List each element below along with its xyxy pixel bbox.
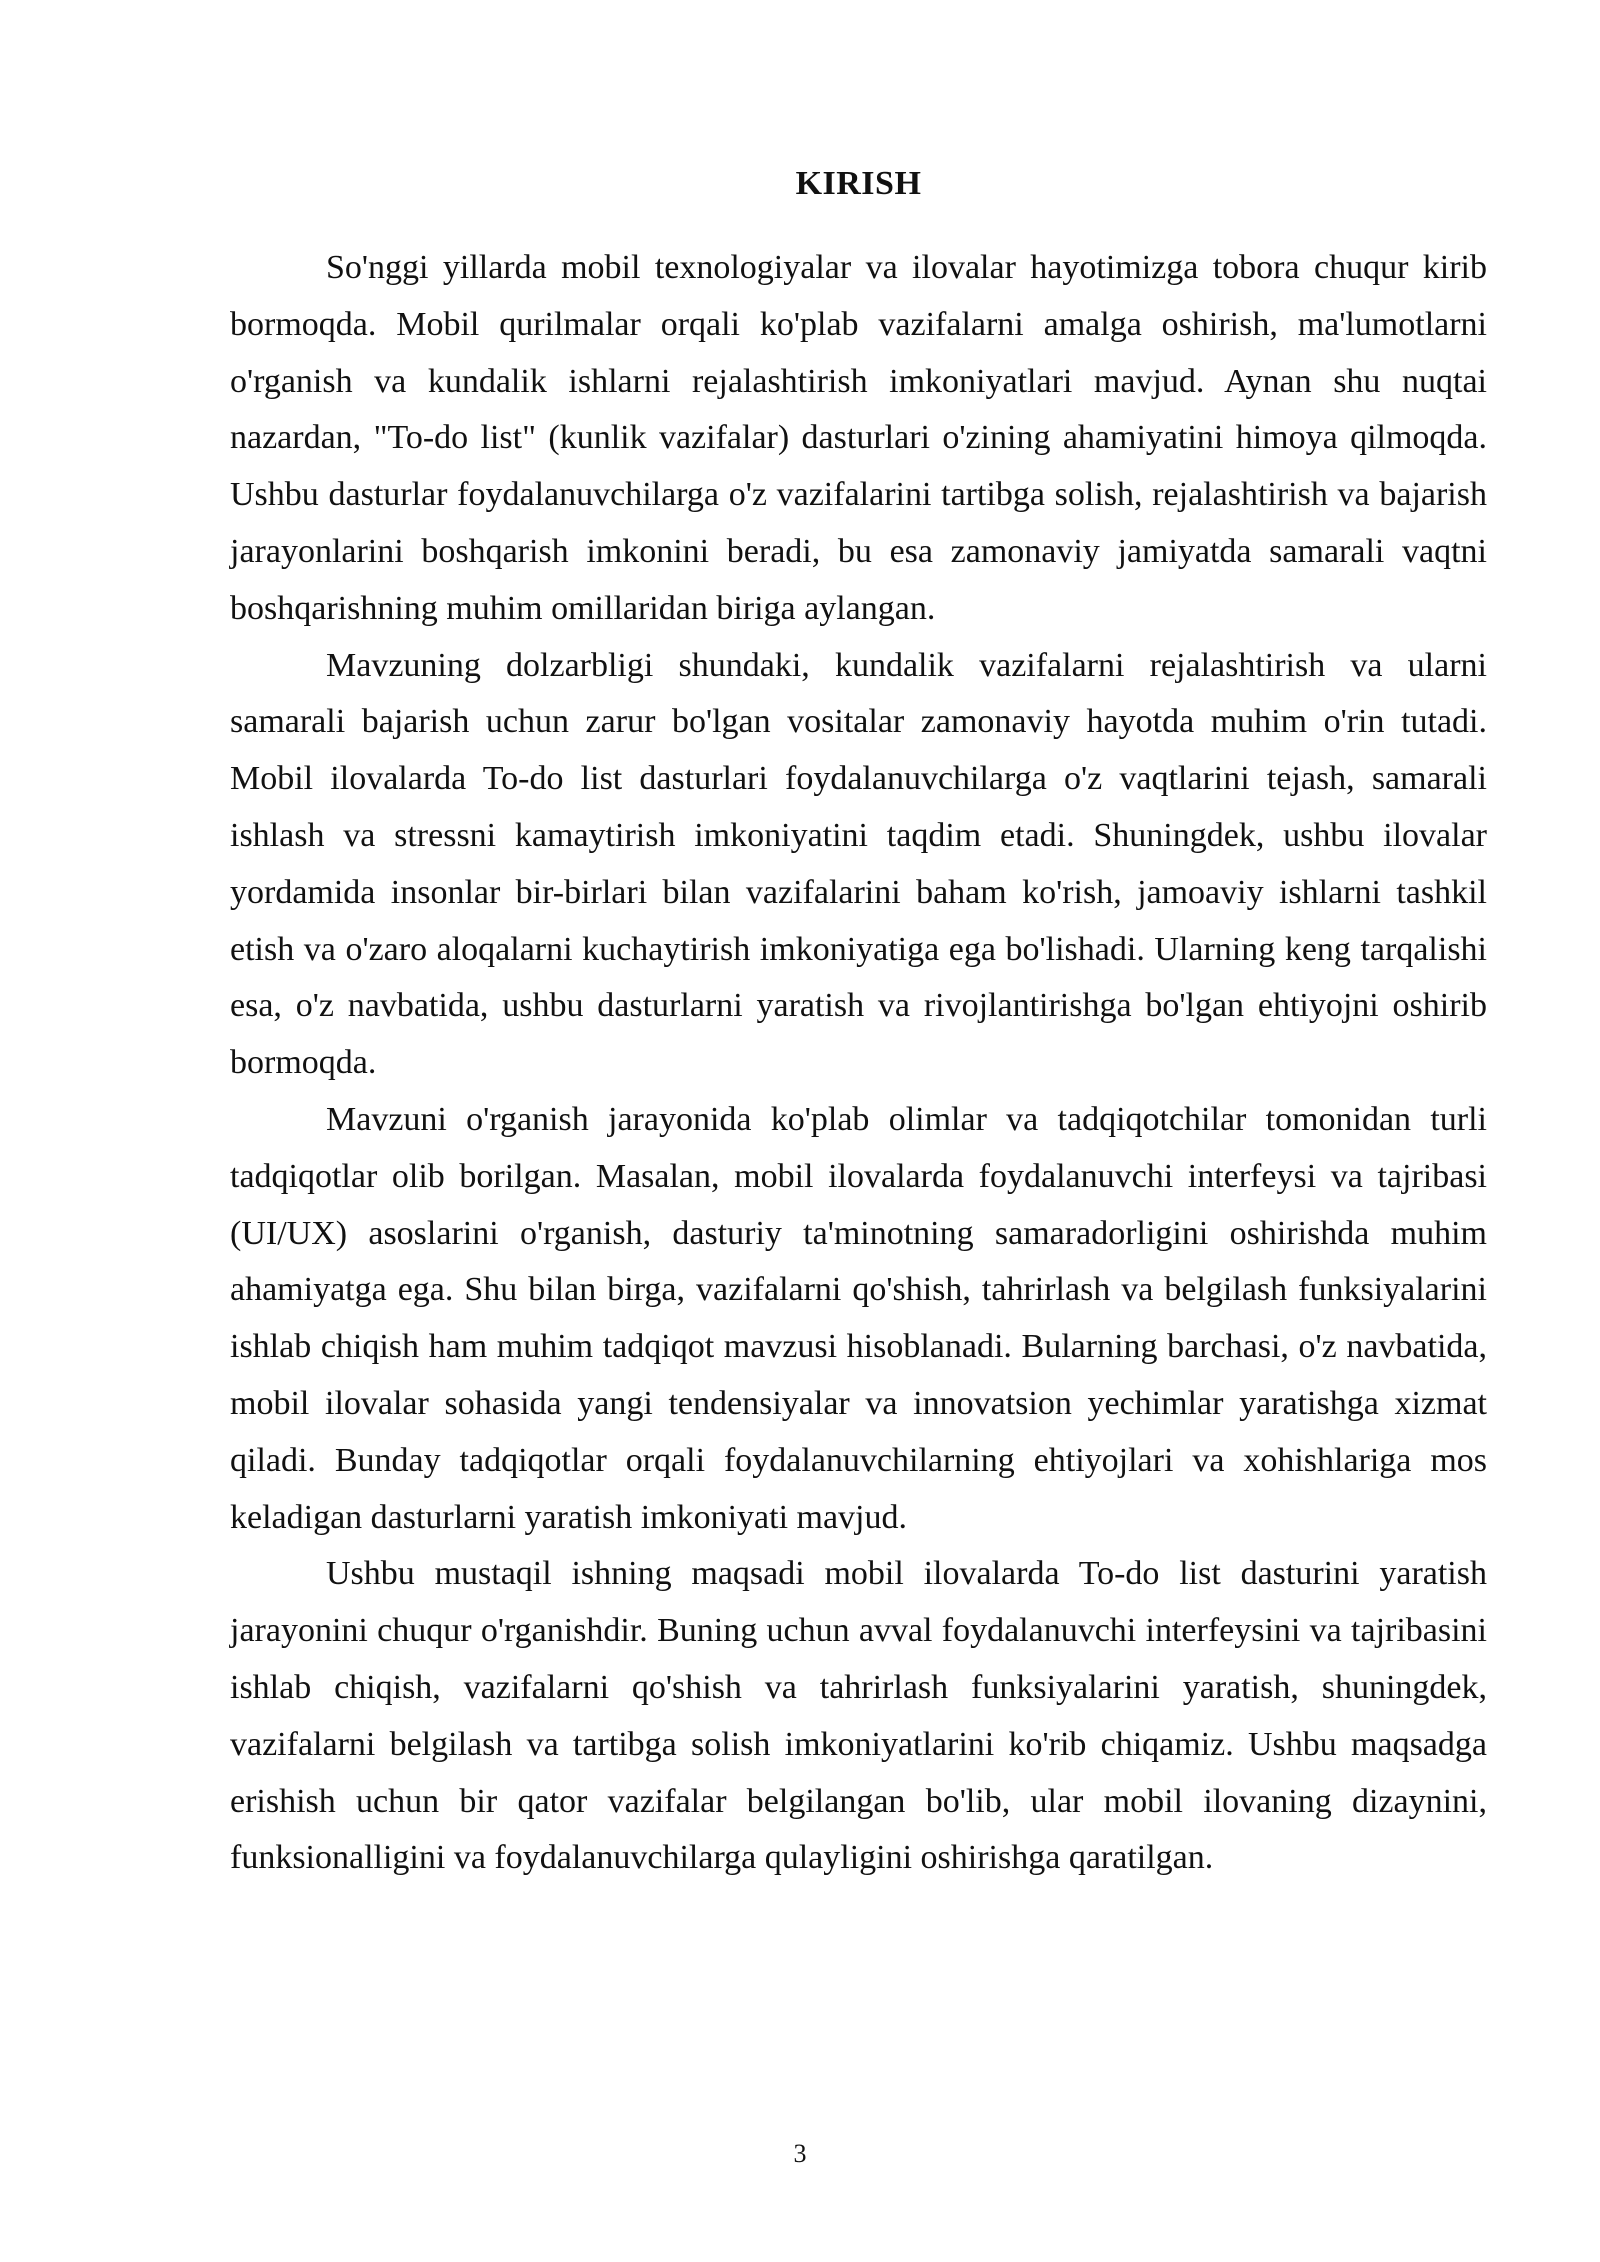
section-title: KIRISH (795, 165, 922, 202)
paragraph-research: Mavzuni o'rganish jarayonida ko'plab olimlar va tadqiqotchilar tomonidan turli tadqiqotlar olib borilgan. Masalan, mobil ilovalarda foydalanuvchi interfeysi va tajribasi (UI/UX) asoslarini o'rganish, dasturiy ta'minotning samaradorligini oshirishda muhim ahamiyatga ega. Shu bilan birga, vazifalarni qo'shish, tahrirlash va belgilash funksiyalarini ishlab chiqish ham muhim tadqiqot mavzusi hisoblanadi. Bularning barchasi, o'z navbatida, mobil ilovalar sohasida yangi tendensiyalar va innovatsion yechimlar yaratishga xizmat qiladi. Bunday tadqiqotlar orqali foydalanuvchilarning ehtiyojlari va xohishlariga mos keladigan dasturlarni yaratish imkoniyati mavjud. (230, 1100, 1487, 1536)
paragraph-goal: Ushbu mustaqil ishning maqsadi mobil ilovalarda To-do list dasturini yaratish jarayonini chuqur o'rganishdir. Buning uchun avval foydalanuvchi interfeysini va tajribasini ishlab chiqish, vazifalarni qo'shish va tahrirlash funksiyalarini yaratish, shuningdek, vazifalarni belgilash va tartibga solish imkoniyatlarini ko'rib chiqamiz. Ushbu maqsadga erishish uchun bir qator vazifalar belgilangan bo'lib, ular mobil ilovaning dizaynini, funksionalligini va foydalanuvchilarga qulayligini oshirishga qaratilgan. (230, 1555, 1487, 1877)
document-page (230, 160, 1487, 1887)
paragraph-intro: So'nggi yillarda mobil texnologiyalar va ilovalar hayotimizga tobora chuqur kirib bormoqda. Mobil qurilmalar orqali ko'plab vazifalarni amalga oshirish, ma'lumotlarni o'rganish va kundalik ishlarni rejalashtirish imkoniyatlari mavjud. Aynan shu nuqtai nazardan, "To-do list" (kunlik vazifalar) dasturlari o'zining ahamiyatini himoya qilmoqda. Ushbu dasturlar foydalanuvchilarga o'z vazifalarini tartibga solish, rejalashtirish va bajarish jarayonlarini boshqarish imkonini beradi, bu esa zamonaviy jamiyatda samarali vaqtni boshqarishning muhim omillaridan biriga aylangan. (230, 249, 1487, 627)
page-number: 3 (793, 2139, 807, 2168)
paragraph-relevance: Mavzuning dolzarbligi shundaki, kundalik vazifalarni rejalashtirish va ularni samarali bajarish uchun zarur bo'lgan vositalar zamonaviy hayotda muhim o'rin tutadi. Mobil ilovalarda To-do list dasturlari foydalanuvchilarga o'z vaqtlarini tejash, samarali ishlash va stressni kamaytirish imkoniyatini taqdim etadi. Shuningdek, ushbu ilovalar yordamida insonlar bir-birlari bilan vazifalarini baham ko'rish, jamoaviy ishlarni tashkil etish va o'zaro aloqalarni kuchaytirish imkoniyatiga ega bo'lishadi. Ularning keng tarqalishi esa, o'z navbatida, ushbu dasturlarni yaratish va rivojlantirishga bo'lgan ehtiyojni oshirib bormoqda. (230, 646, 1487, 1082)
